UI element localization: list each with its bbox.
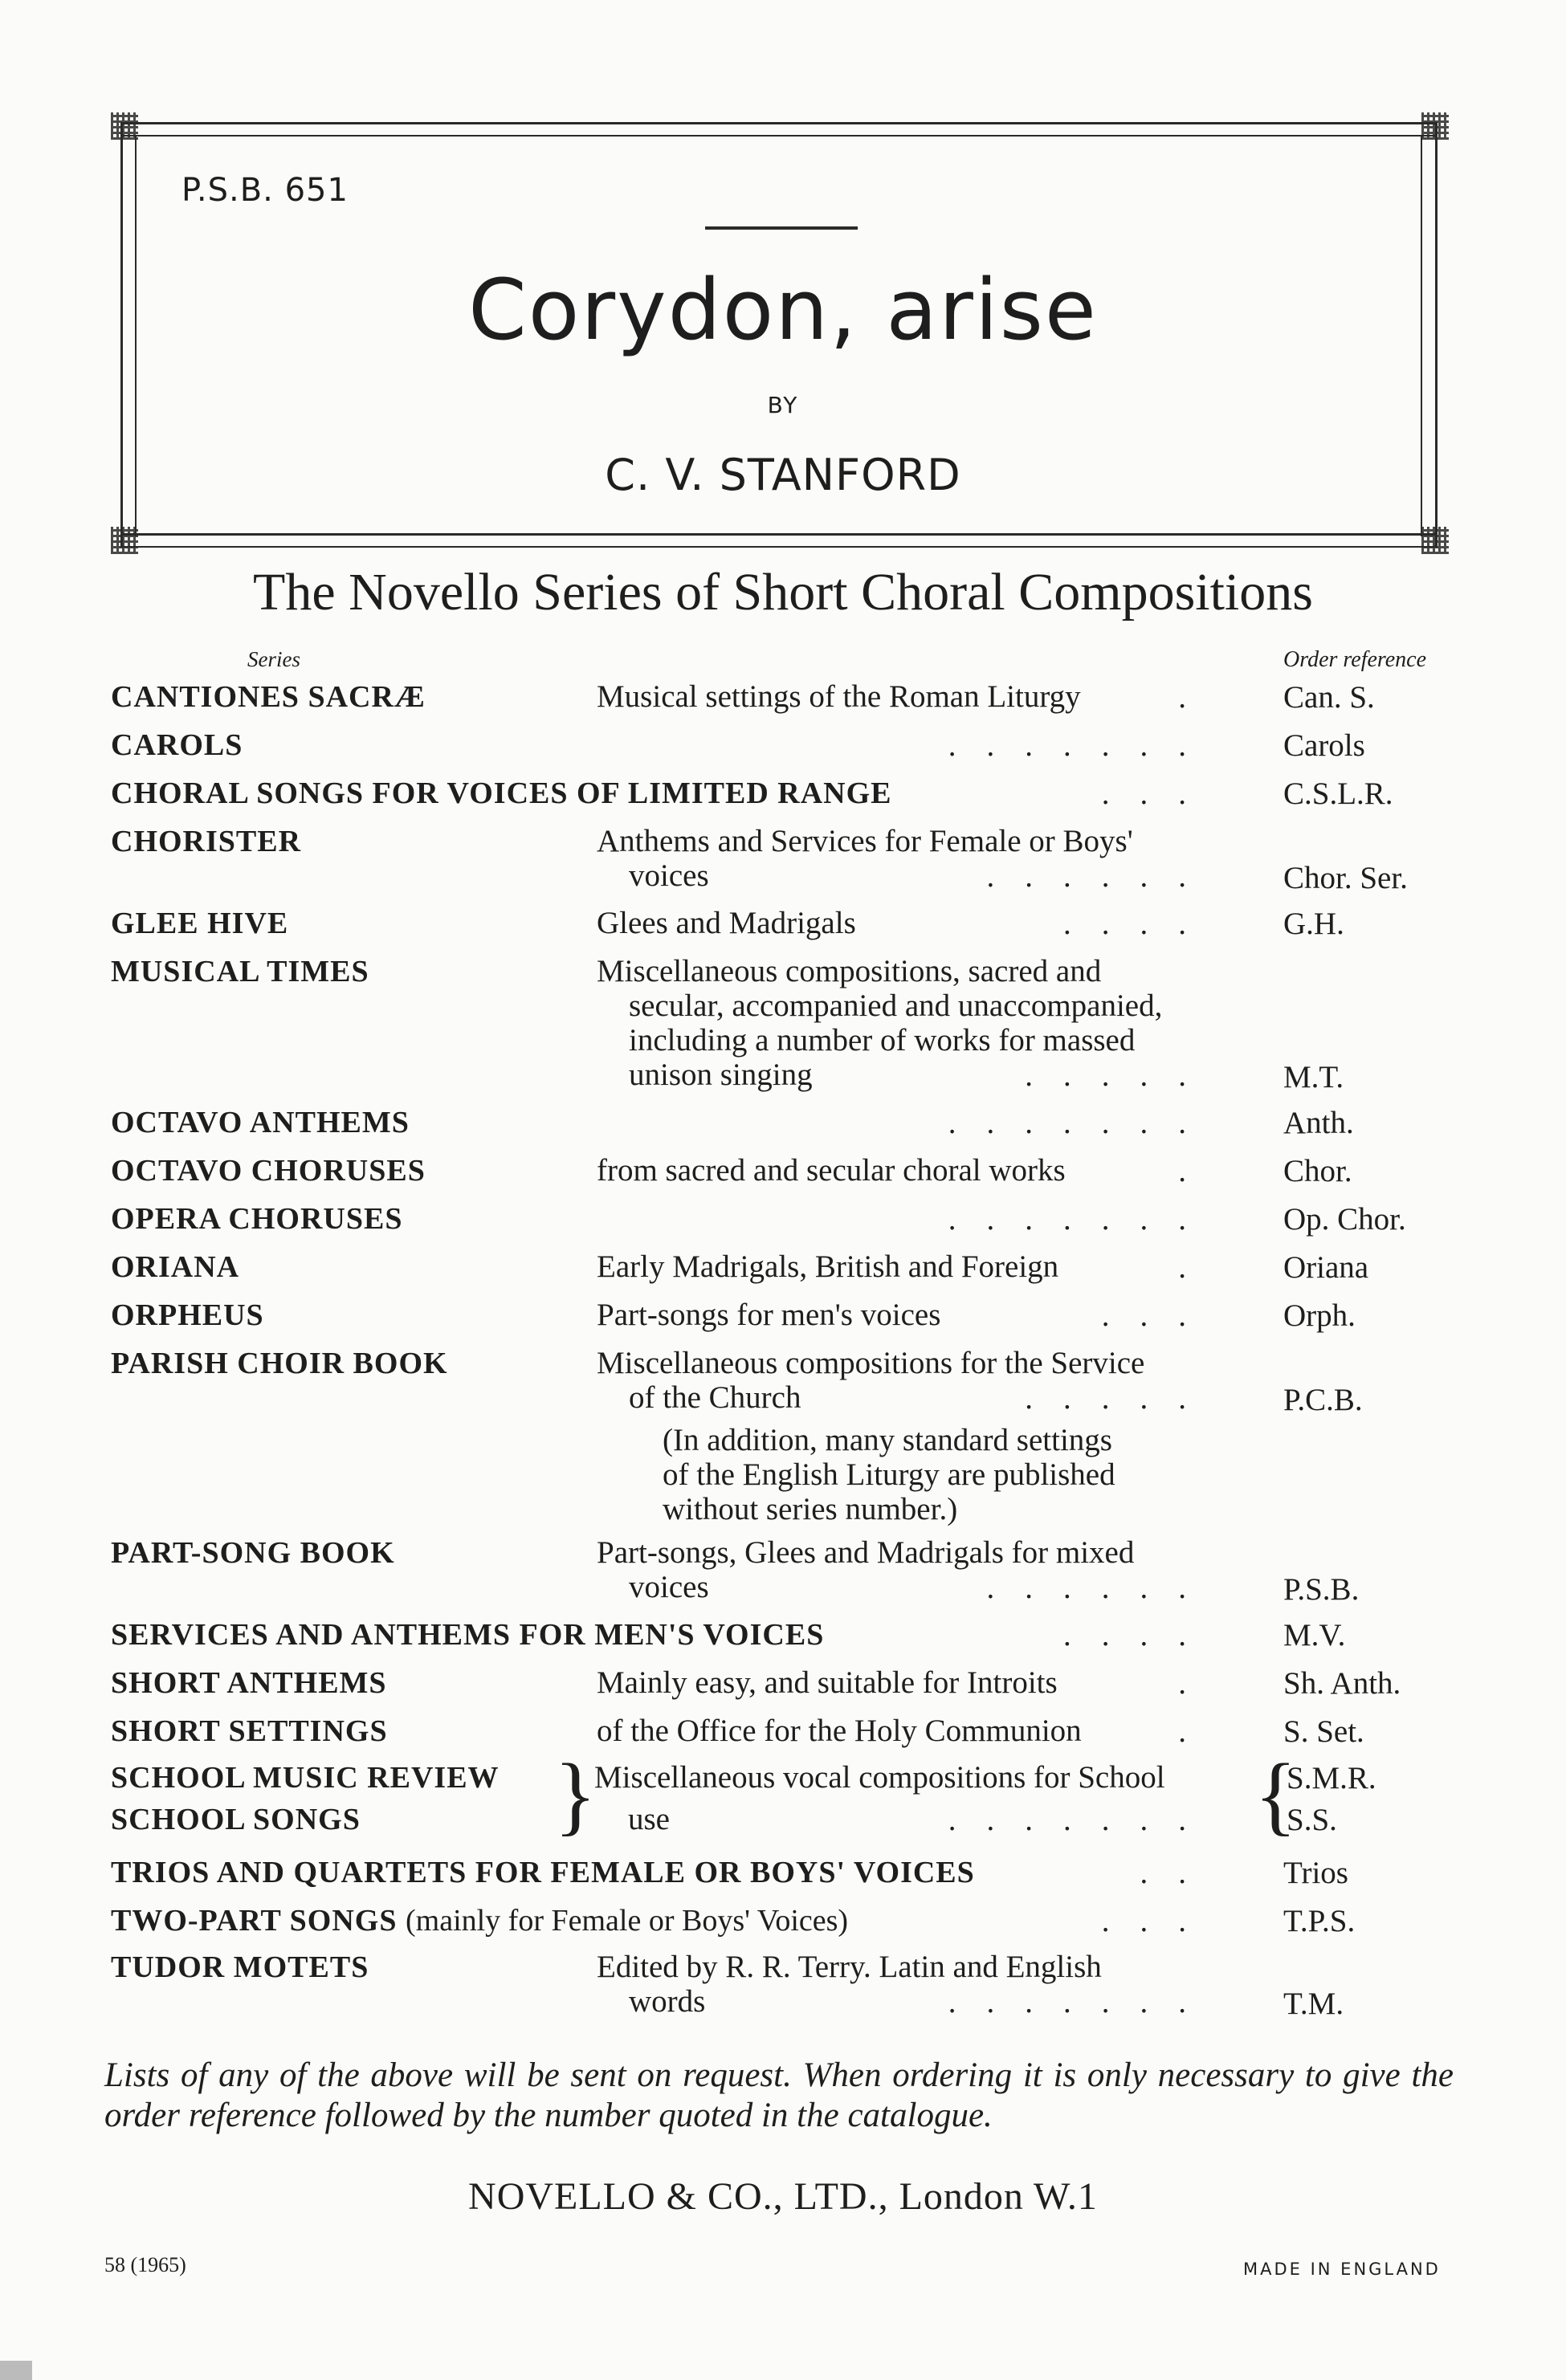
desc-line: Part-songs, Glees and Madrigals for mixed [597, 1535, 1135, 1570]
series-name: CHORISTER [111, 825, 302, 858]
series-name: GLEE HIVE [111, 907, 289, 940]
order-ref: Anth. [1283, 1106, 1354, 1140]
order-ref: Chor. [1283, 1154, 1352, 1188]
box-bottom-rule-inner [120, 546, 1438, 548]
series-name: TRIOS AND QUARTETS FOR FEMALE OR BOYS' VOICES [111, 1856, 975, 1889]
by-label: BY [767, 392, 799, 418]
desc-line: Miscellaneous compositions for the Service [597, 1346, 1145, 1380]
series-name: SHORT ANTHEMS [111, 1666, 387, 1700]
made-in-label: MADE IN ENGLAND [1243, 2260, 1441, 2279]
order-ref: P.C.B. [1283, 1383, 1363, 1417]
series-desc: (mainly for Female or Boys' Voices) [405, 1904, 849, 1938]
series-heading: The Novello Series of Short Choral Compositions [253, 563, 1313, 621]
corner-ornament-tr [1421, 112, 1449, 140]
leader-dots: ....... [948, 1106, 1217, 1140]
order-ref: M.V. [1283, 1618, 1346, 1653]
order-ref: S. Set. [1283, 1714, 1364, 1749]
desc-line: of the Church [629, 1380, 801, 1415]
desc-line: secular, accompanied and unaccompanied, [629, 988, 1163, 1023]
series-desc: Glees and Madrigals [597, 906, 856, 940]
desc-line: Anthems and Services for Female or Boys' [597, 824, 1133, 858]
leader-dots: . [1178, 1714, 1217, 1749]
series-name: PART-SONG BOOK [111, 1536, 395, 1570]
desc-line: Miscellaneous compositions, sacred and [597, 954, 1102, 988]
corner-ornament-bl [111, 527, 138, 554]
order-ref: Oriana [1283, 1250, 1369, 1285]
order-ref: G.H. [1283, 907, 1344, 941]
desc-line: voices [629, 858, 709, 893]
series-name: SCHOOL MUSIC REVIEW [111, 1761, 500, 1795]
title-rule [705, 226, 858, 230]
series-desc: Part-songs for men's voices [597, 1298, 941, 1332]
brace-right: } [554, 1746, 597, 1844]
publisher-imprint: NOVELLO & CO., LTD., London W.1 [468, 2175, 1098, 2218]
leader-dots: . [1178, 1250, 1217, 1285]
order-ref: Carols [1283, 728, 1365, 763]
leader-dots: ... [1101, 1298, 1217, 1333]
leader-dots: . [1178, 1666, 1217, 1701]
order-ref: T.P.S. [1283, 1904, 1356, 1938]
leader-dots: ....... [948, 1202, 1217, 1237]
series-name: ORIANA [111, 1250, 240, 1284]
order-ref: Trios [1283, 1856, 1348, 1890]
desc-line: including a number of works for massed [629, 1023, 1136, 1058]
series-desc: Musical settings of the Roman Liturgy [597, 679, 1081, 714]
series-name: SCHOOL SONGS [111, 1803, 361, 1836]
order-ref: Sh. Anth. [1283, 1666, 1401, 1701]
brace-left: { [1254, 1746, 1297, 1844]
series-name: OCTAVO CHORUSES [111, 1154, 426, 1188]
leader-dots: ...... [986, 1571, 1217, 1605]
order-ref: M.T. [1283, 1060, 1344, 1094]
series-desc: Mainly easy, and suitable for Introits [597, 1665, 1058, 1700]
leader-dots: ...... [986, 859, 1217, 894]
leader-dots: ..... [1025, 1058, 1217, 1093]
scan-edge-mark [0, 2361, 32, 2380]
series-name: PARISH CHOIR BOOK [111, 1347, 448, 1380]
ordering-note: Lists of any of the above will be sent on request. When ordering it is only necessary to give the order reference followed by the number quoted in the catalogue. [104, 2056, 1454, 2134]
leader-dots: . [1178, 1154, 1217, 1188]
order-ref: C.S.L.R. [1283, 776, 1393, 811]
leader-dots: .... [1063, 1618, 1217, 1653]
leader-dots: ....... [948, 1803, 1217, 1837]
series-name: ORPHEUS [111, 1298, 264, 1332]
series-name: SHORT SETTINGS [111, 1714, 388, 1748]
series-desc: of the Office for the Holy Communion [597, 1714, 1082, 1748]
series-desc: from sacred and secular choral works [597, 1153, 1066, 1188]
catalogue-number: 58 (1965) [104, 2253, 186, 2276]
leader-dots: .. [1140, 1856, 1217, 1890]
leader-dots: ..... [1025, 1381, 1217, 1416]
order-ref: S.M.R. [1287, 1761, 1376, 1795]
series-name: CHORAL SONGS FOR VOICES OF LIMITED RANGE [111, 776, 892, 810]
desc-line: unison singing [629, 1058, 813, 1092]
series-desc: Early Madrigals, British and Foreign [597, 1249, 1059, 1284]
note-line: of the English Liturgy are published [663, 1457, 1115, 1492]
order-ref: Chor. Ser. [1283, 861, 1408, 895]
note-line: without series number.) [663, 1492, 958, 1526]
order-ref: S.S. [1287, 1803, 1337, 1837]
series-name: CAROLS [111, 728, 243, 762]
column-header-series: Series [247, 647, 300, 671]
box-top-rule-inner [120, 135, 1438, 137]
desc-line: Edited by R. R. Terry. Latin and English [597, 1950, 1102, 1984]
series-name: OPERA CHORUSES [111, 1202, 403, 1236]
composer-name: C. V. STANFORD [605, 450, 961, 500]
leader-dots: ....... [948, 1985, 1217, 2019]
series-name: SERVICES AND ANTHEMS FOR MEN'S VOICES [111, 1618, 825, 1652]
page-title: Corydon, arise [468, 261, 1098, 359]
series-desc [597, 1346, 1217, 1526]
box-top-rule [120, 122, 1438, 124]
series-name: TUDOR MOTETS [111, 1950, 369, 1984]
leader-dots: .... [1063, 907, 1217, 941]
corner-ornament-br [1421, 527, 1449, 554]
series-name: OCTAVO ANTHEMS [111, 1106, 410, 1139]
leader-dots: . [1178, 680, 1217, 715]
order-ref: Orph. [1283, 1298, 1356, 1333]
order-ref: Can. S. [1283, 680, 1375, 715]
column-header-order: Order reference [1283, 647, 1427, 672]
series-desc: use [628, 1802, 670, 1836]
order-ref: P.S.B. [1283, 1572, 1360, 1607]
series-name: CANTIONES SACRÆ [111, 680, 426, 714]
order-ref: T.M. [1283, 1987, 1344, 2021]
desc-line: voices [629, 1570, 709, 1604]
catalogue-ref: P.S.B. 651 [181, 172, 349, 209]
note-line: (In addition, many standard settings [663, 1423, 1112, 1457]
series-name [111, 1903, 848, 1938]
box-bottom-rule [120, 533, 1438, 536]
leader-dots: ... [1101, 1904, 1217, 1938]
leader-dots: ....... [948, 728, 1217, 763]
order-ref: Op. Chor. [1283, 1202, 1406, 1237]
series-name: MUSICAL TIMES [111, 955, 369, 988]
leader-dots: ... [1101, 776, 1217, 811]
series-desc: Miscellaneous vocal compositions for School [594, 1760, 1165, 1795]
desc-line: words [629, 1984, 706, 2019]
series-name-text: TWO-PART SONGS [111, 1904, 398, 1938]
corner-ornament-tl [111, 112, 138, 140]
